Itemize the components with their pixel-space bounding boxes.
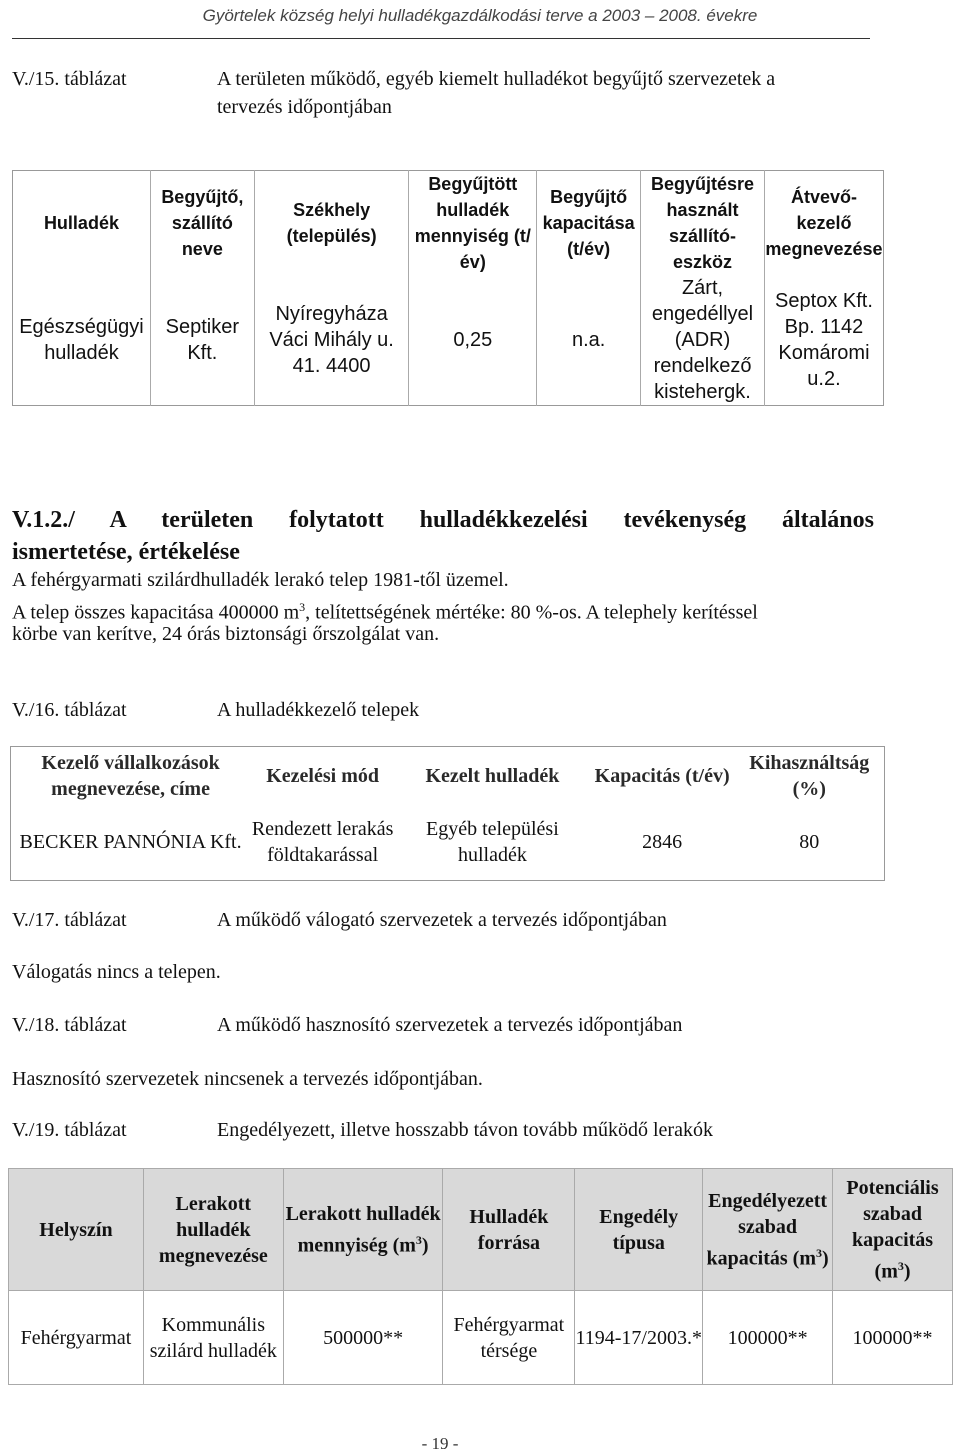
table15-cell: Septiker Kft. xyxy=(150,275,254,406)
header-text: Engedélyezett szabad kapacitás (m xyxy=(706,1189,828,1270)
table19-header-cell: Helyszín xyxy=(9,1169,144,1291)
table19-header-cell xyxy=(283,1169,443,1291)
table16-cell: Rendezett lerakás földtakarással xyxy=(251,818,394,867)
table16-cell: BECKER PANNÓNIA Kft. xyxy=(19,831,242,854)
table15-cell: Septox Kft. Bp. 1142 Komáromi u.2. xyxy=(764,275,883,406)
header-text: Lerakott hulladék mennyiség (m xyxy=(285,1202,441,1257)
table19-cell: Fehérgyarmat xyxy=(9,1291,144,1385)
section-heading-line1: V.1.2./ A területen folytatott hulladékkezelési tevékenység általános xyxy=(12,507,874,533)
table17-note: Válogatás nincs a telepen. xyxy=(12,961,221,983)
page-number: - 19 - xyxy=(421,1434,459,1453)
table15-caption-line1: A területen működő, egyéb kiemelt hulladékot begyűjtő szervezetek a xyxy=(217,68,776,90)
table16-header-cell: Kihasználtság (%) xyxy=(749,751,870,800)
table19-cell: Fehérgyarmat térsége xyxy=(443,1291,575,1385)
table16-header-cell: Kezelt hulladék xyxy=(425,764,560,787)
table19-cell: 100000** xyxy=(703,1291,833,1385)
table16-label: V./16. táblázat xyxy=(12,699,127,721)
table19-header-cell: Hulladék forrása xyxy=(443,1169,575,1291)
table19-cell: Kommunális szilárd hulladék xyxy=(143,1291,283,1385)
table15-caption-line2: tervezés időpontjában xyxy=(217,96,392,118)
superscript: 3 xyxy=(415,1232,422,1247)
table16-header-cell: Kezelési mód xyxy=(266,764,379,787)
table16-cell: 2846 xyxy=(642,831,683,854)
table19-header-cell: Engedély típusa xyxy=(575,1169,703,1291)
table15 xyxy=(12,170,884,406)
table18-label: V./18. táblázat xyxy=(12,1014,127,1036)
table19-cell: 1194-17/2003.* xyxy=(575,1291,703,1385)
section-paragraph-3: körbe van kerítve, 24 órás biztonsági őrszolgálat van. xyxy=(12,623,440,645)
table15-cell: 0,25 xyxy=(409,275,537,406)
superscript: 3 xyxy=(897,1258,904,1273)
table16-caption: A hulladékkezelő telepek xyxy=(217,699,420,721)
table16-header-cell: Kapacitás (t/év) xyxy=(594,764,730,787)
table15-header-cell: Hulladék xyxy=(43,213,119,233)
table19-caption: Engedélyezett, illetve hosszabb távon tovább működő lerakók xyxy=(217,1119,713,1141)
table15-cell: Nyíregyháza Váci Mihály u. 41. 4400 xyxy=(254,275,409,406)
table19-label: V./19. táblázat xyxy=(12,1119,127,1141)
table16 xyxy=(10,746,885,881)
section-paragraph-2a: A telep összes kapacitása 400000 m xyxy=(12,601,300,624)
page-header xyxy=(0,0,960,42)
table19-cell: 100000** xyxy=(833,1291,953,1385)
table19-header-cell xyxy=(703,1169,833,1291)
table17-caption: A működő válogató szervezetek a tervezés időpontjában xyxy=(217,909,667,931)
table15-cell: Egészségügyi hulladék xyxy=(19,316,144,364)
table15-header-cell: Begyűjtő kapacitása (t/év) xyxy=(537,171,641,276)
table15-header-cell: Begyűjtött hulladék mennyiség (t/év) xyxy=(409,171,537,276)
table16-header-cell: Kezelő vállalkozások megnevezése, címe xyxy=(41,751,220,800)
table18-caption: A működő hasznosító szervezetek a tervezés időpontjában xyxy=(217,1014,683,1036)
table15-header-cell: Székhely (település) xyxy=(254,171,409,276)
table16-cell: 80 xyxy=(799,831,820,854)
table19-cell: 500000** xyxy=(283,1291,443,1385)
table15-cell: Zárt, engedéllyel (ADR) rendelkező kistehergk. xyxy=(641,275,765,406)
table19-header-cell: Lerakott hulladék megnevezése xyxy=(143,1169,283,1291)
table15-header-cell: Begyűjtésre használt szállító-eszköz xyxy=(641,171,765,276)
superscript: 3 xyxy=(299,600,306,614)
table17-label: V./17. táblázat xyxy=(12,909,127,931)
table19 xyxy=(8,1168,953,1385)
table18-note: Hasznosító szervezetek nincsenek a tervezés időpontjában. xyxy=(12,1068,483,1090)
header-close: ) xyxy=(821,1247,829,1270)
table16-cell: Egyéb települési hulladék xyxy=(426,818,559,867)
header-close: ) xyxy=(903,1260,911,1283)
section-heading-line2: ismertetése, értékelése xyxy=(12,539,240,565)
table19-header-cell xyxy=(833,1169,953,1291)
table15-cell: n.a. xyxy=(537,275,641,406)
table15-header-cell: Begyűjtő, szállító neve xyxy=(150,171,254,276)
header-text: Potenciális szabad kapacitás (m xyxy=(846,1176,939,1283)
table15-label: V./15. táblázat xyxy=(12,68,127,90)
section-paragraph-1: A fehérgyarmati szilárdhulladék lerakó telep 1981-től üzemel. xyxy=(12,569,509,591)
superscript: 3 xyxy=(815,1245,822,1260)
section-paragraph-2b: , telítettségének mértéke: 80 %-os. A telephely kerítéssel xyxy=(305,601,758,624)
header-title: Györtelek község helyi hulladékgazdálkodási terve a 2003 – 2008. évekre xyxy=(202,6,758,25)
header-close: ) xyxy=(421,1234,429,1257)
table15-header-cell: Átvevő-kezelő megnevezése xyxy=(764,171,883,276)
header-rule xyxy=(12,38,870,39)
